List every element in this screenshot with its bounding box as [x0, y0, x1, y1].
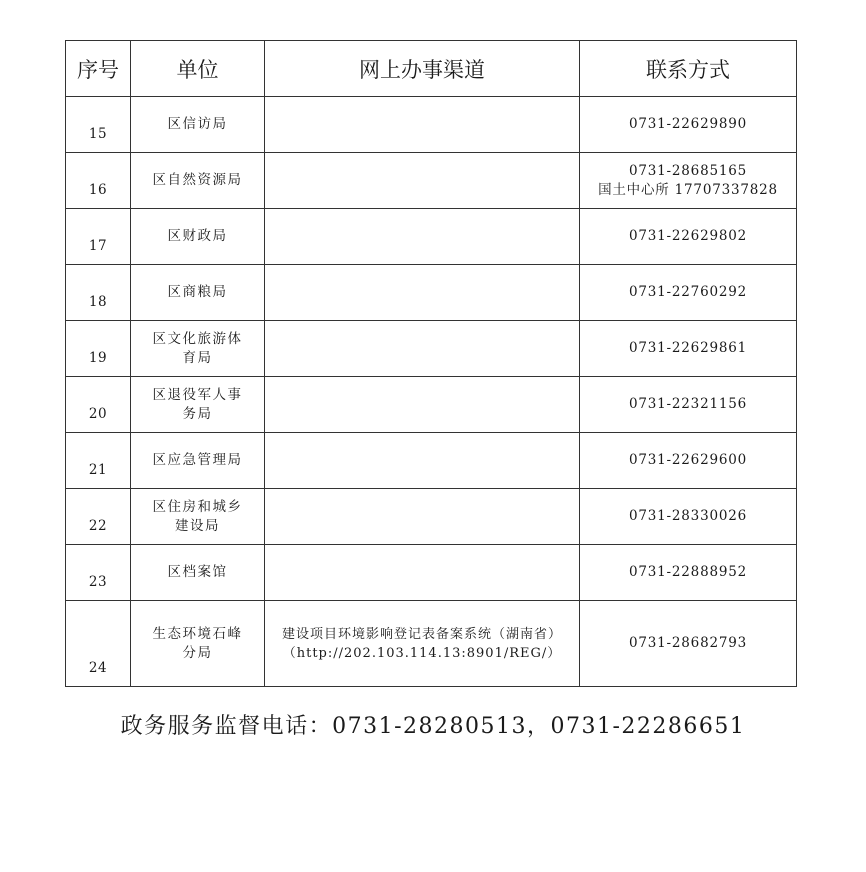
row-number: 22	[66, 489, 131, 545]
row-unit: 区商粮局	[131, 265, 265, 321]
header-contact: 联系方式	[580, 41, 797, 97]
row-number: 20	[66, 377, 131, 433]
row-online-channel	[265, 209, 580, 265]
row-contact	[580, 265, 797, 321]
table-row	[66, 97, 797, 153]
contact-line: 国土中心所 17707337828	[598, 181, 778, 198]
row-contact	[580, 433, 797, 489]
header-unit: 单位	[131, 41, 265, 97]
service-table	[65, 40, 797, 687]
row-number: 19	[66, 321, 131, 377]
header-no: 序号	[66, 41, 131, 97]
row-number: 21	[66, 433, 131, 489]
table-row	[66, 489, 797, 545]
contact-line: 0731-28685165	[628, 162, 748, 179]
contact-line: 0731-28682793	[628, 635, 748, 651]
row-unit: 区信访局	[131, 97, 265, 153]
row-contact	[580, 321, 797, 377]
table-row	[66, 545, 797, 601]
row-online-channel: 建设项目环境影响登记表备案系统（湖南省）（http://202.103.114.13:8901/REG/）	[265, 601, 580, 687]
row-online-channel	[265, 153, 580, 209]
row-contact	[580, 489, 797, 545]
contact-line: 0731-22629861	[628, 340, 748, 356]
row-contact	[580, 153, 797, 209]
contact-line: 0731-28330026	[628, 508, 748, 524]
row-online-channel	[265, 545, 580, 601]
contact-line: 0731-22629600	[628, 452, 748, 468]
row-unit: 区自然资源局	[131, 153, 265, 209]
row-unit: 区档案馆	[131, 545, 265, 601]
row-unit: 区文化旅游体育局	[131, 321, 265, 377]
row-number: 24	[66, 601, 131, 687]
row-contact	[580, 97, 797, 153]
row-online-channel	[265, 489, 580, 545]
row-unit: 区住房和城乡建设局	[131, 489, 265, 545]
table-row	[66, 153, 797, 209]
row-online-channel	[265, 321, 580, 377]
row-number: 16	[66, 153, 131, 209]
table-row	[66, 265, 797, 321]
table-row	[66, 433, 797, 489]
row-online-channel	[265, 377, 580, 433]
row-online-channel	[265, 265, 580, 321]
contact-line: 0731-22888952	[628, 564, 748, 580]
table-row	[66, 321, 797, 377]
header-channel: 网上办事渠道	[265, 41, 580, 97]
row-contact	[580, 601, 797, 687]
contact-line: 0731-22321156	[628, 396, 748, 412]
row-online-channel	[265, 433, 580, 489]
contact-line: 0731-22629802	[628, 228, 748, 244]
table-row	[66, 209, 797, 265]
table-header-row	[66, 41, 797, 97]
row-online-channel	[265, 97, 580, 153]
row-number: 17	[66, 209, 131, 265]
row-unit: 区退役军人事务局	[131, 377, 265, 433]
contact-line: 0731-22629890	[628, 116, 748, 132]
row-number: 23	[66, 545, 131, 601]
row-number: 18	[66, 265, 131, 321]
table-body	[66, 97, 797, 687]
row-number: 15	[66, 97, 131, 153]
row-contact	[580, 209, 797, 265]
row-contact	[580, 377, 797, 433]
contact-line: 0731-22760292	[628, 284, 748, 300]
row-unit: 区应急管理局	[131, 433, 265, 489]
row-contact	[580, 545, 797, 601]
row-unit: 区财政局	[131, 209, 265, 265]
row-unit: 生态环境石峰分局	[131, 601, 265, 687]
table-row	[66, 601, 797, 687]
supervision-phone: 政务服务监督电话：0731-28280513，0731-22286651	[120, 714, 746, 739]
table-row	[66, 377, 797, 433]
